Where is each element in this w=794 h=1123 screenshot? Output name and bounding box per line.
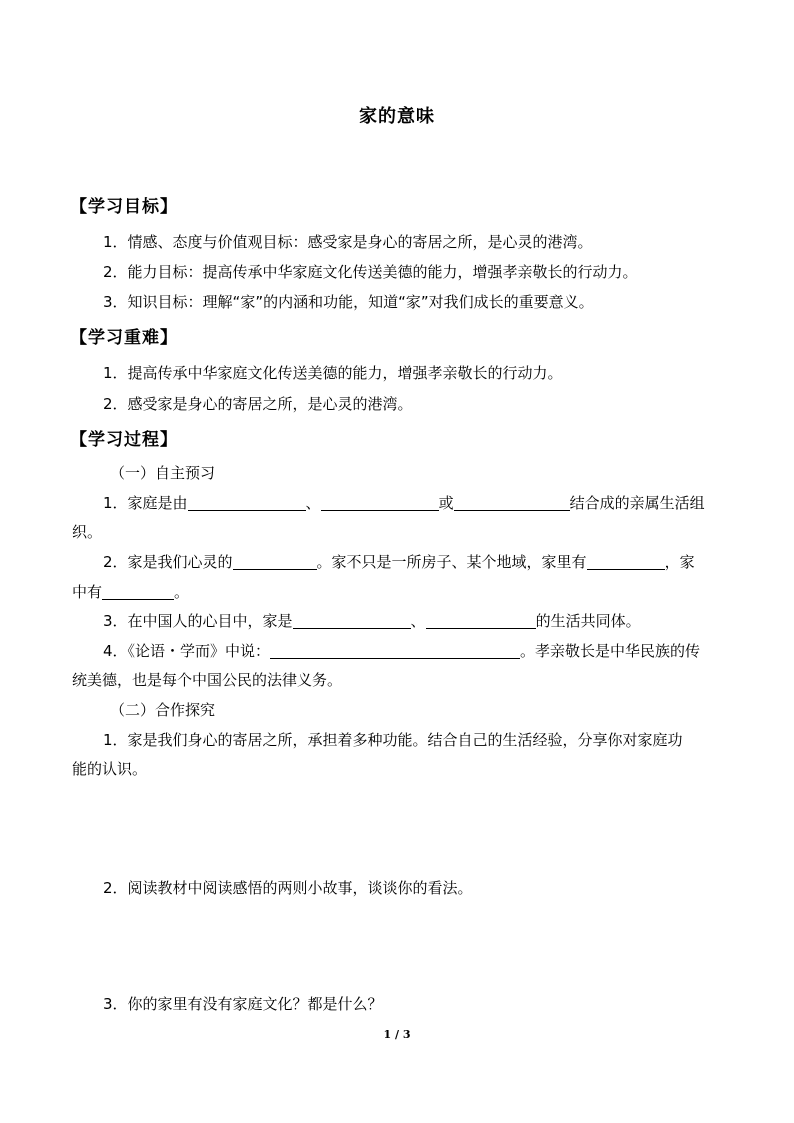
preview-q2-text-c: ，家 bbox=[664, 553, 695, 571]
preview-question-3 bbox=[103, 610, 641, 632]
preview-label: （一）自主预习 bbox=[110, 464, 216, 482]
preview-q2-text-d: 中有 bbox=[72, 583, 103, 601]
fill-blank-7[interactable] bbox=[293, 612, 411, 629]
preview-q2-text-a: 2．家是我们心灵的 bbox=[103, 553, 233, 571]
preview-q3-text-b: 的生活共同体。 bbox=[535, 612, 641, 630]
objective-item-1: 1．情感、态度与价值观目标：感受家是身心的寄居之所，是心灵的港湾。 bbox=[103, 233, 593, 251]
preview-q1-sep-1: 、 bbox=[305, 494, 321, 512]
fill-blank-4[interactable] bbox=[233, 553, 317, 570]
preview-q1-text-b: 结合成的亲属生活组 bbox=[569, 494, 705, 512]
fill-blank-2[interactable] bbox=[321, 494, 439, 511]
explore-question-1: 1．家是我们身心的寄居之所，承担着多种功能。结合自己的生活经验，分享你对家庭功 bbox=[103, 731, 683, 749]
preview-q2-text-b: 。家不只是一所房子、某个地域，家里有 bbox=[316, 553, 587, 571]
explore-label: （二）合作探究 bbox=[110, 701, 216, 719]
fill-blank-9[interactable] bbox=[270, 642, 520, 659]
key-points-heading: 【学习重难】 bbox=[70, 328, 178, 348]
preview-question-4-cont: 统美德，也是每个中国公民的法律义务。 bbox=[72, 671, 343, 689]
fill-blank-6[interactable] bbox=[102, 583, 174, 600]
process-heading: 【学习过程】 bbox=[70, 430, 178, 450]
preview-question-2 bbox=[103, 551, 695, 573]
preview-q3-sep: 、 bbox=[410, 612, 426, 630]
preview-question-4 bbox=[103, 640, 700, 662]
preview-q1-sep-2: 或 bbox=[438, 494, 454, 512]
explore-question-2: 2．阅读教材中阅读感悟的两则小故事，谈谈你的看法。 bbox=[103, 879, 473, 897]
fill-blank-5[interactable] bbox=[587, 553, 665, 570]
fill-blank-1[interactable] bbox=[188, 494, 306, 511]
objectives-heading: 【学习目标】 bbox=[70, 197, 178, 217]
preview-question-1 bbox=[103, 492, 705, 514]
fill-blank-3[interactable] bbox=[454, 494, 570, 511]
objective-item-3: 3．知识目标：理解“家”的内涵和功能，知道“家”对我们成长的重要意义。 bbox=[103, 293, 594, 311]
preview-question-1-cont: 织。 bbox=[72, 523, 103, 541]
key-point-item-2: 2．感受家是身心的寄居之所，是心灵的港湾。 bbox=[103, 395, 413, 413]
page-title: 家的意味 bbox=[359, 106, 435, 127]
fill-blank-8[interactable] bbox=[426, 612, 536, 629]
explore-question-1-cont: 能的认识。 bbox=[72, 760, 148, 778]
explore-question-3: 3．你的家里有没有家庭文化？都是什么？ bbox=[103, 995, 383, 1013]
preview-q1-text-a: 1．家庭是由 bbox=[103, 494, 188, 512]
objective-item-2: 2．能力目标：提高传承中华家庭文化传送美德的能力，增强孝亲敬长的行动力。 bbox=[103, 263, 638, 281]
key-point-item-1: 1．提高传承中华家庭文化传送美德的能力，增强孝亲敬长的行动力。 bbox=[103, 364, 563, 382]
preview-q3-text-a: 3．在中国人的心目中，家是 bbox=[103, 612, 293, 630]
preview-q4-text-b: 。孝亲敬长是中华民族的传 bbox=[520, 642, 701, 660]
page-number: 1 / 3 bbox=[383, 1028, 411, 1041]
preview-q2-text-e: 。 bbox=[174, 583, 190, 601]
preview-question-2-cont bbox=[72, 581, 189, 603]
preview-q4-text-a: 4．《论语・学而》中说： bbox=[103, 642, 271, 660]
